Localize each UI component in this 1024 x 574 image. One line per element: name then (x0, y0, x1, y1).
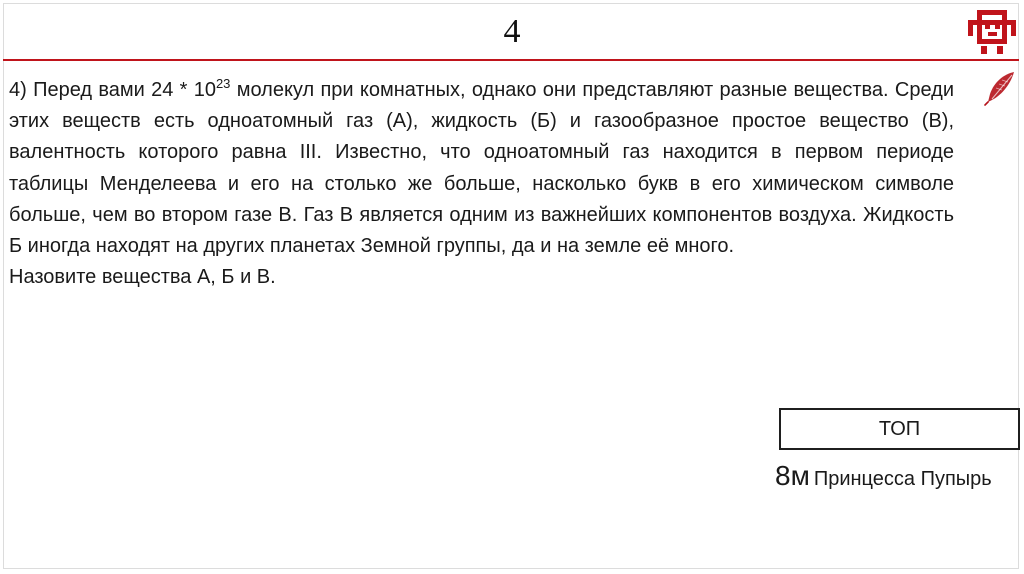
slide-number: 4 (503, 13, 521, 50)
leaderboard-top-button[interactable] (779, 408, 1020, 450)
problem-text (9, 75, 954, 293)
quill-pen-icon (982, 70, 1018, 106)
problem-lead: 4) Перед вами 24 * 10 (9, 79, 216, 101)
problem-exponent: 23 (215, 76, 231, 91)
pixel-robot-logo-icon (968, 6, 1016, 56)
leaderboard-top-label: ТОП (878, 417, 921, 440)
problem-question: Назовите вещества А, Б и В. (9, 266, 276, 289)
leaderboard-entry (775, 460, 1024, 492)
problem-body: молекул при комнатных, однако они представляют разные вещества. Среди этих веществ есть одноатомный газ (А), жидкость (Б) и газообразное простое вещество (В), валентность которого равна III. Известно, что одноатомный газ находится в первом периоде таблицы Менделеева и его на столько же больше, насколько букв в его химическом символе больше, чем во втором газе В. Газ В является одним из важнейших компонентов воздуха. Жидкость Б иногда находят на других планетах Земной группы, да и на земле её много. (9, 79, 954, 258)
problem-statement (9, 75, 954, 262)
leaderboard-score: 8м (775, 460, 810, 491)
header-divider (3, 59, 1019, 61)
leaderboard-player-name: Принцесса Пупырь (813, 468, 992, 490)
